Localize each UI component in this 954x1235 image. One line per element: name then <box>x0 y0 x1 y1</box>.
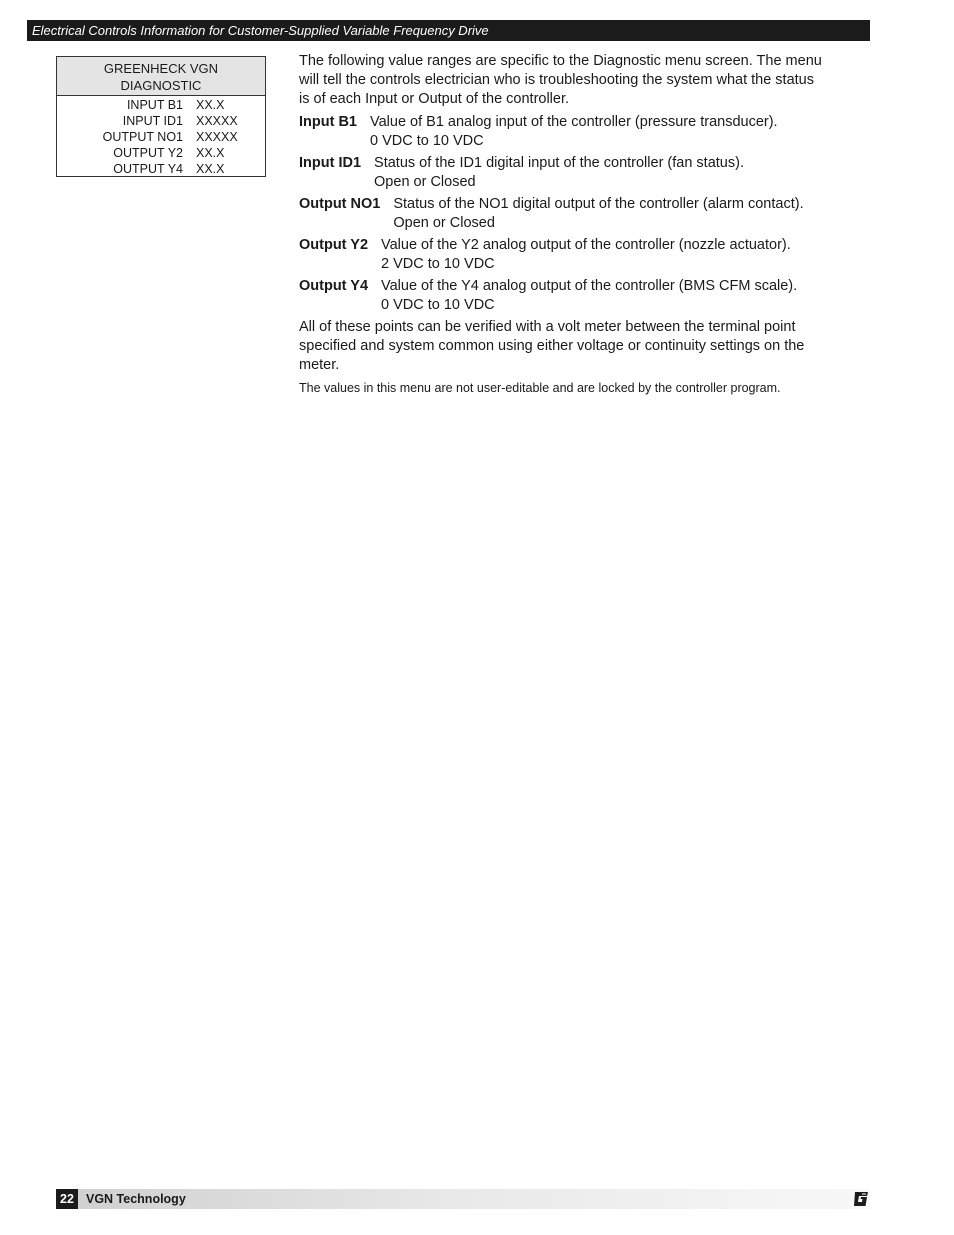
intro-paragraph <box>299 52 871 109</box>
io-item-name: Output Y2 <box>299 237 369 253</box>
diagnostic-row-value: XX.X <box>196 98 225 112</box>
diagnostic-row <box>57 97 265 113</box>
page-number: 22 <box>56 1189 78 1209</box>
diagnostic-row <box>57 145 265 161</box>
greenheck-logo-icon <box>853 1191 869 1207</box>
intro-line: The following value ranges are specific to the Diagnostic menu screen. The menu <box>299 53 822 69</box>
section-header-bar <box>27 20 870 41</box>
diagnostic-title-line2: DIAGNOSTIC <box>120 78 202 93</box>
io-item-range: Open or Closed <box>393 215 495 231</box>
intro-line: will tell the controls electrician who is troubleshooting the system what the status <box>299 72 814 88</box>
io-item <box>299 236 871 274</box>
intro-line: is of each Input or Output of the controller. <box>299 91 570 107</box>
note-text: The values in this menu are not user-editable and are locked by the controller program. <box>299 381 781 395</box>
diagnostic-row-value: XXXXX <box>196 130 238 144</box>
page-footer <box>56 1189 870 1209</box>
io-item <box>299 195 871 233</box>
footer-title: VGN Technology <box>86 1192 186 1206</box>
verify-line: meter. <box>299 357 340 373</box>
io-item-description: Value of B1 analog input of the controller (pressure transducer). <box>370 114 778 130</box>
diagnostic-title-line1: GREENHECK VGN <box>103 61 219 76</box>
diagnostic-row-label: OUTPUT NO1 <box>102 130 183 144</box>
diagnostic-display-box <box>56 56 266 177</box>
verify-paragraph <box>299 318 871 375</box>
diagnostic-row-value: XX.X <box>196 162 225 176</box>
io-item-description: Value of the Y2 analog output of the controller (nozzle actuator). <box>381 237 791 253</box>
diagnostic-row-label: OUTPUT Y4 <box>113 162 183 176</box>
diagnostic-row-label: INPUT ID1 <box>122 114 183 128</box>
io-item-description: Status of the NO1 digital output of the controller (alarm contact). <box>393 196 804 212</box>
io-item <box>299 154 871 192</box>
io-item-range: 2 VDC to 10 VDC <box>381 256 495 272</box>
io-item <box>299 113 871 151</box>
io-item-range: 0 VDC to 10 VDC <box>370 133 484 149</box>
io-item <box>299 277 871 315</box>
diagnostic-row-value: XX.X <box>196 146 225 160</box>
main-content <box>299 52 871 396</box>
verify-line: All of these points can be verified with a volt meter between the terminal point <box>299 319 796 335</box>
diagnostic-display-title <box>57 57 265 96</box>
io-item-name: Output Y4 <box>299 278 369 294</box>
io-item-name: Input B1 <box>299 114 357 130</box>
diagnostic-row <box>57 129 265 145</box>
diagnostic-row <box>57 161 265 177</box>
diagnostic-row-label: OUTPUT Y2 <box>113 146 183 160</box>
io-item-range: Open or Closed <box>374 174 476 190</box>
section-header-title: Electrical Controls Information for Customer-Supplied Variable Frequency Drive <box>32 23 489 38</box>
io-item-name: Input ID1 <box>299 155 362 171</box>
io-item-name: Output NO1 <box>299 196 381 212</box>
diagnostic-row-label: INPUT B1 <box>126 98 183 112</box>
io-item-range: 0 VDC to 10 VDC <box>381 297 495 313</box>
diagnostic-row <box>57 113 265 129</box>
io-item-description: Value of the Y4 analog output of the controller (BMS CFM scale). <box>381 278 798 294</box>
diagnostic-row-value: XXXXX <box>196 114 238 128</box>
verify-line: specified and system common using either voltage or continuity settings on the <box>299 338 805 354</box>
diagnostic-rows <box>57 96 265 177</box>
io-item-description: Status of the ID1 digital input of the controller (fan status). <box>374 155 744 171</box>
